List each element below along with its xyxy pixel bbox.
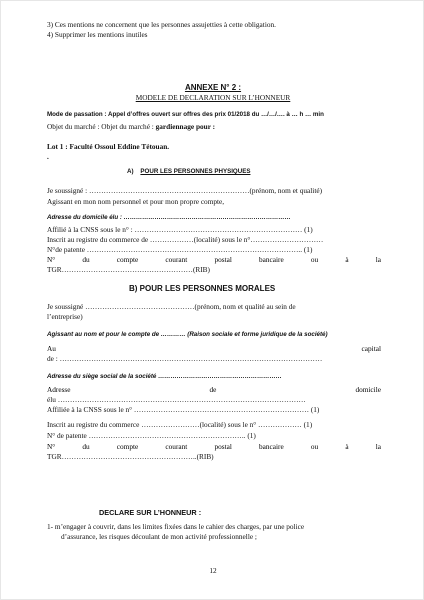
morales-cnss: Affiliée à la CNSS sous le n° ……………………………………………………………… (1) [47,405,320,414]
physiques-heading [127,168,250,175]
rib-word: courant [165,442,188,451]
rib-word: ou [310,442,319,451]
intro-line-4: 4) Supprimer les mentions inutiles [47,30,148,39]
physiques-agissant: Agissant en mon nom personnel et pour mon propre compte, [47,197,225,206]
rib-word: la [375,442,381,451]
morales-agissant: Agissant au nom et pour le compte de ………… (Raison sociale et forme juridique de la société) [47,331,328,338]
morales-domicile-line [47,385,381,394]
morales-soussigne-cont: l’entreprise) [47,312,83,321]
rib-word: compte [116,255,139,264]
rib-word: N° [47,255,56,264]
morales-siege: Adresse du siège social de la société …………………………………………………… [47,373,282,380]
morales-registre: Inscrit au registre du commerce ……………………(localité) sous le n° ……………… (1) [47,420,313,429]
physiques-soussigne: Je soussigné : …………………………………………………………(prénom, nom et qualité) [47,186,323,195]
lot-dot: . [47,152,49,161]
domicile-word: Adresse [47,385,71,394]
rib-word: du [82,255,90,264]
rib-word: bancaire [259,255,284,264]
mode-label: Mode de passation : [47,111,107,118]
declare-heading: DECLARE SUR L’HONNEUR : [99,508,202,517]
morales-rib-end: TGR………………………………………………..(RIB) [47,452,214,461]
morales-rib-line [47,442,381,451]
physiques-registre: Inscrit au registre du commerce de ………………(localité) sous le n°………………………… [47,235,324,244]
mode-passation [47,111,324,118]
domicile-word: domicile [355,385,381,394]
objet-marche [47,122,215,131]
annexe-subtitle: MODELE DE DECLARATION SUR L’HONNEUR [135,93,291,102]
physiques-rib-end: TGR………………………………………………(RIB) [47,265,210,274]
page-number: 12 [209,566,217,575]
rib-word: N° [47,442,56,451]
rib-word: à [345,255,349,264]
domicile-word: de [209,385,217,394]
annexe-title: ANNEXE N° 2 : [184,83,242,92]
capital-word: Au [47,344,56,353]
physiques-domicile-label: Adresse du domicile élu : ……………………………………………………………………… [47,214,291,221]
mode-value: Appel d’offres ouvert sur offres des prix 01/2018 du …/…/…. à … h … min [106,111,324,118]
rib-word: à [345,442,349,451]
rib-word: ou [310,255,319,264]
lot-title: Lot 1 : Faculté Ossoul Eddine Tétouan. [47,142,170,151]
morales-soussigne: Je soussigné ………………………………………(prénom, nom et qualité au sein de [47,302,296,311]
objet-value: gardiennage pour : [155,122,216,131]
morales-capital-line [47,344,381,353]
objet-label: Objet du marché : Objet du marché : [47,122,156,131]
rib-word: du [82,442,90,451]
declare-item-1-cont: d’assurance, les risques découlant de mon activité professionnelle ; [61,532,257,541]
morales-capital-end: de : ……………………………………………………………………………………………… [47,354,323,363]
morales-heading: B) POUR LES PERSONNES MORALES [129,284,276,293]
morales-elu: élu ………………………………………………………………………………………… [47,395,306,404]
capital-word: capital [361,344,381,353]
rib-word: courant [165,255,188,264]
intro-line-3: 3) Ces mentions ne concernent que les personnes assujetties à cette obligation. [47,20,276,29]
rib-word: postal [214,442,232,451]
rib-word: la [375,255,381,264]
physiques-heading-prefix: A) [127,168,134,175]
declare-item-1: 1- m’engager à couvrir, dans les limites fixées dans le cahier des charges, par une police [47,522,305,531]
physiques-heading-text: POUR LES PERSONNES PHYSIQUES [140,168,251,175]
morales-patente: N° de patente ……………………………………………………….. (1) [47,431,256,440]
physiques-cnss: Affilié à la CNSS sous le n° : …………………………………………………………… (1) [47,225,313,234]
rib-word: compte [116,442,139,451]
physiques-rib-line [47,255,381,264]
rib-word: postal [214,255,232,264]
rib-word: bancaire [259,442,284,451]
physiques-patente: N°de patente …………………………………………………………………………….. (1) [47,245,313,254]
